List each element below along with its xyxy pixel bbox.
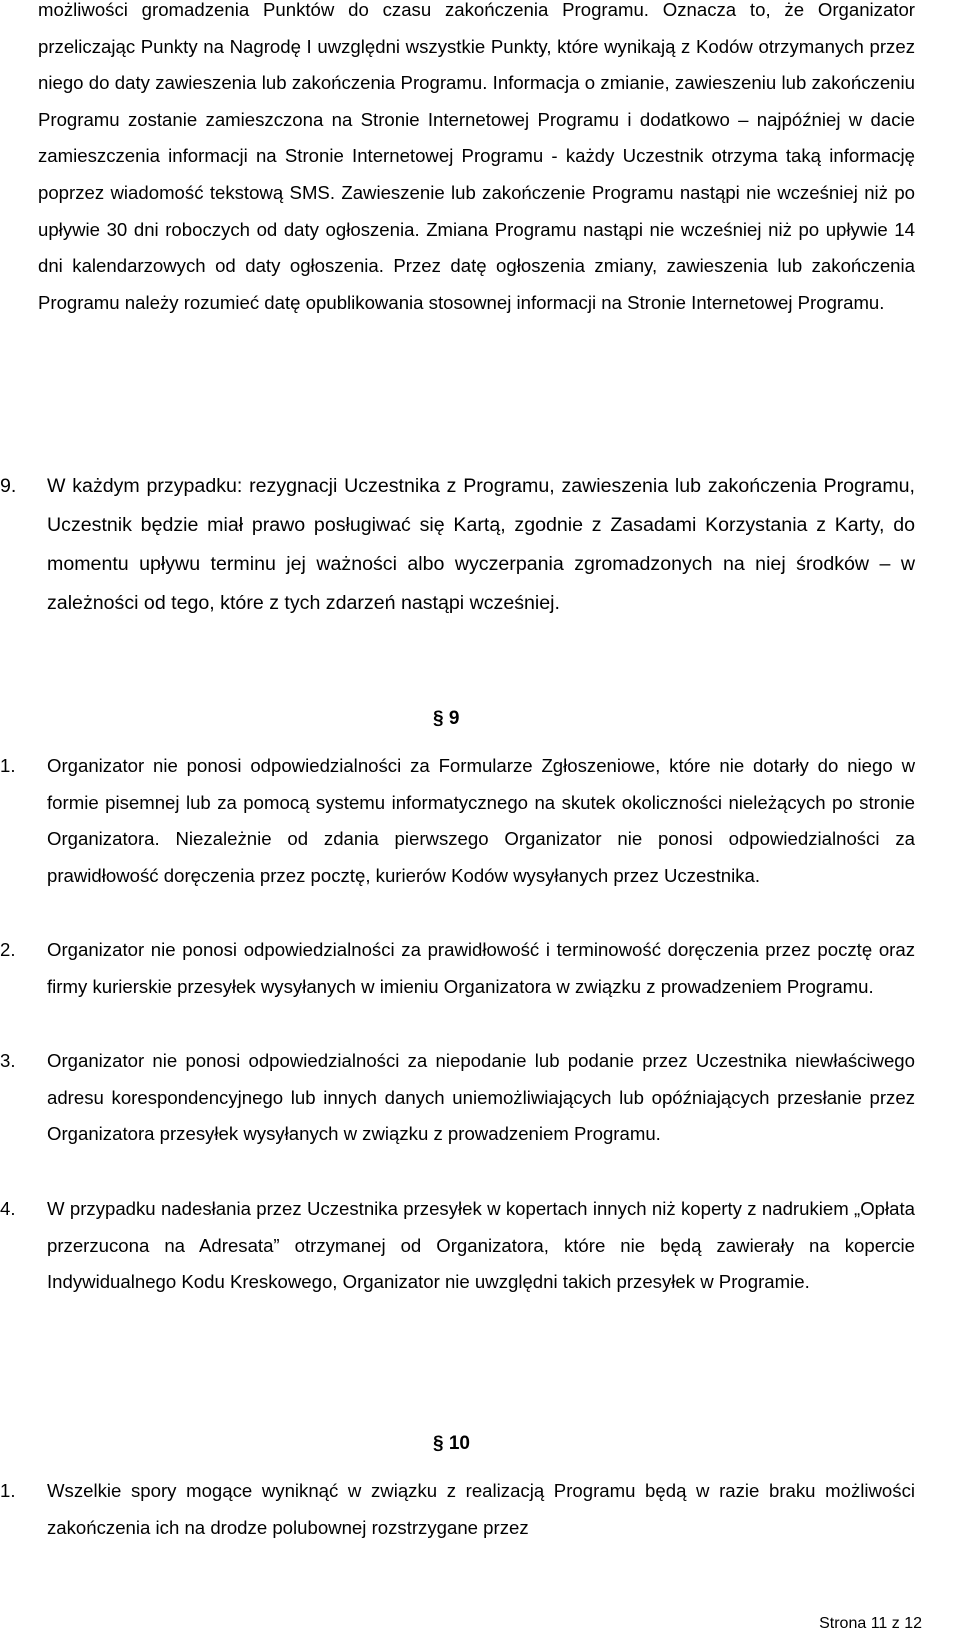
list-item-text: Organizator nie ponosi odpowiedzialności za prawidłowość i terminowość doręczenia przez pocztę oraz firmy kurierskie przesyłek wysyłanych w imieniu Organizatora w związku z prowadzeniem Programu.	[47, 939, 915, 997]
page-footer: Strona 11 z 12	[819, 1615, 922, 1632]
section-number: 9	[448, 708, 460, 729]
list-item-number: 2.	[0, 939, 16, 960]
list-item-number: 1.	[0, 1480, 16, 1501]
intro-paragraph: możliwości gromadzenia Punktów do czasu zakończenia Programu. Oznacza to, że Organizator przeliczając Punkty na Nagrodę I uwzględni wszystkie Punkty, które wynikają z Kodów otrzymanych przez niego do daty zawieszenia lub zakończenia Programu. Informacja o zmianie, zawieszeniu lub zakończeniu Programu zostanie zamieszczona na Stronie Internetowej Programu i dodatkowo – najpóźniej w dacie zamieszczenia informacji na Stronie Internetowej Programu - każdy Uczestnik otrzyma taką informację poprzez wiadomość tekstową SMS. Zawieszenie lub zakończenie Programu nastąpi nie wcześniej niż po upływie 30 dni roboczych od daty ogłoszenia. Zmiana Programu nastąpi nie wcześniej niż po upływie 14 dni kalendarzowych od daty ogłoszenia. Przez datę ogłoszenia zmiany, zawieszenia lub zakończenia Programu należy rozumieć datę opublikowania stosownej informacji na Stronie Internetowej Programu.	[38, 0, 915, 313]
list-item-text: W każdym przypadku: rezygnacji Uczestnika z Programu, zawieszenia lub zakończenia Programu, Uczestnik będzie miał prawo posługiwać się Kartą, zgodnie z Zasadami Korzystania z Karty, do momentu upływu terminu jej ważności albo wyczerpania zgromadzonych na niej środków – w zależności od tego, które z tych zdarzeń nastąpi wcześniej.	[47, 475, 915, 614]
list-item-number: 4.	[0, 1198, 16, 1219]
section-number: 10	[448, 1433, 470, 1454]
list-item-text: W przypadku nadesłania przez Uczestnika przesyłek w kopertach innych niż koperty z nadrukiem „Opłata przerzucona na Adresata” otrzymanej od Organizatora, które nie będą zawierały na kopercie Indywidualnego Kodu Kreskowego, Organizator nie uwzględni takich przesyłek w Programie.	[47, 1198, 915, 1293]
section-symbol: §	[433, 708, 444, 729]
list-item-number: 9.	[0, 475, 17, 497]
list-item-text: Organizator nie ponosi odpowiedzialności za niepodanie lub podanie przez Uczestnika niewłaściwego adresu korespondencyjnego lub innych danych uniemożliwiających lub opóźniających przesłanie przez Organizatora przesyłek wysyłanych w związku z prowadzeniem Programu.	[47, 1050, 915, 1145]
list-item-number: 1.	[0, 755, 16, 776]
section-heading-10	[433, 1432, 470, 1456]
section-symbol: §	[433, 1433, 444, 1454]
list-item-number: 3.	[0, 1050, 16, 1071]
list-item-text: Organizator nie ponosi odpowiedzialności za Formularze Zgłoszeniowe, które nie dotarły do niego w formie pisemnej lub za pomocą systemu informatycznego na skutek okoliczności nieleżących po stronie Organizatora. Niezależnie od zdania pierwszego Organizator nie ponosi odpowiedzialności za prawidłowość doręczenia przez pocztę, kurierów Kodów wysyłanych przez Uczestnika.	[47, 755, 915, 886]
list-item-text: Wszelkie spory mogące wyniknąć w związku z realizacją Programu będą w razie braku możliwości zakończenia ich na drodze polubownej rozstrzygane przez	[47, 1480, 915, 1538]
section-heading-9	[433, 707, 459, 731]
